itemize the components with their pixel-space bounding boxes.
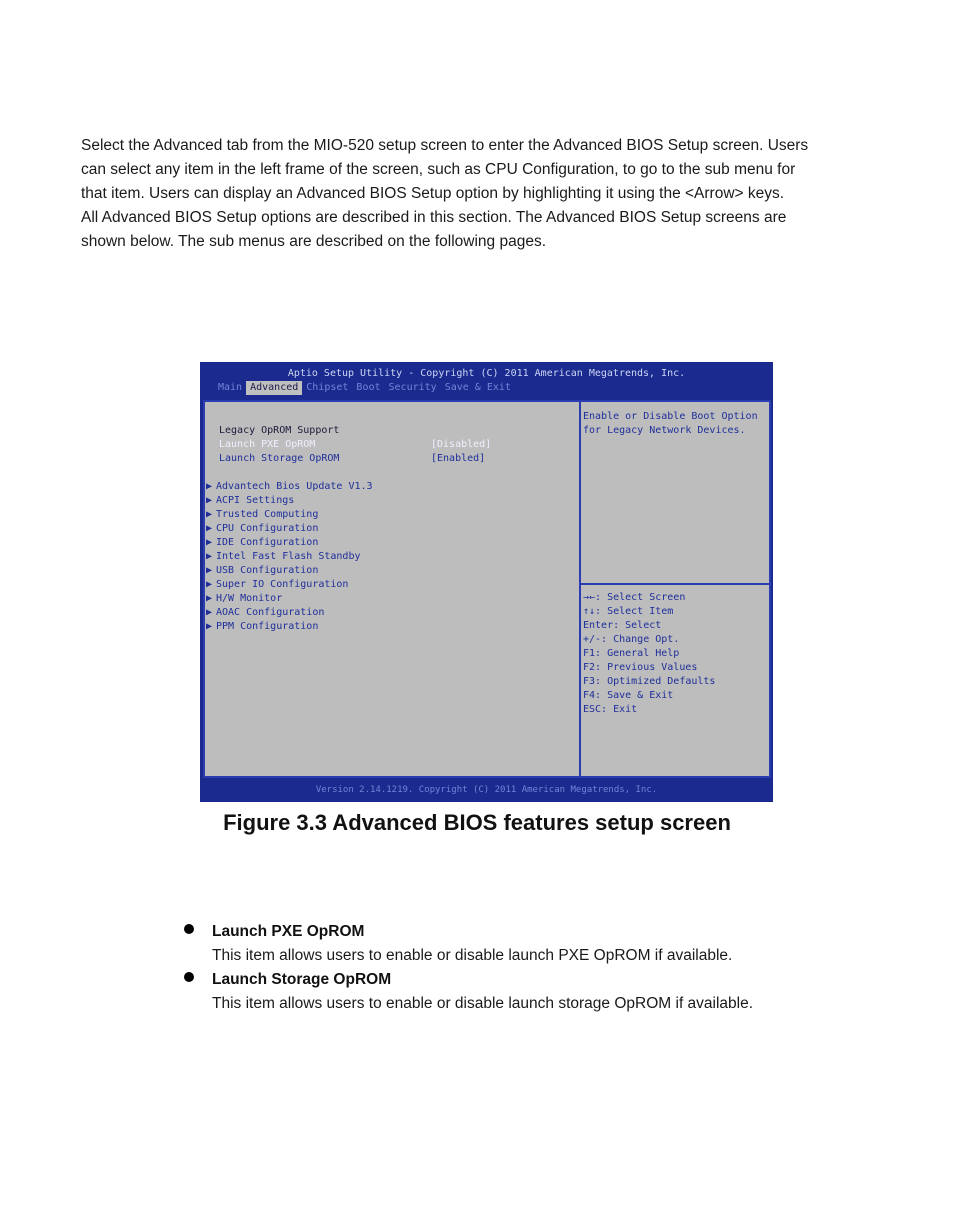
bios-submenu-item <box>206 550 361 563</box>
bios-submenu-label: Super IO Configuration <box>216 579 349 590</box>
bios-body <box>203 400 771 778</box>
item-title: Launch Storage OpROM <box>212 971 392 988</box>
bios-submenu-item <box>206 494 294 507</box>
intro-line: All Advanced BIOS Setup options are described in this section. The Advanced BIOS Setup screens are <box>81 209 787 226</box>
triangle-right-icon: ▶ <box>206 565 213 576</box>
bullet-icon <box>184 924 194 934</box>
triangle-right-icon: ▶ <box>206 495 213 506</box>
bios-submenu-item <box>206 480 373 493</box>
bios-key-hint: F2: Previous Values <box>583 662 698 673</box>
option-list <box>184 920 904 1016</box>
item-description: This item allows users to enable or disable launch PXE OpROM if available. <box>212 947 733 964</box>
triangle-right-icon: ▶ <box>206 509 213 520</box>
triangle-right-icon: ▶ <box>206 537 213 548</box>
bios-key-hint: F3: Optimized Defaults <box>583 676 716 687</box>
bios-tab-security: Security <box>388 382 437 393</box>
list-item <box>184 968 904 1016</box>
bios-option-value: [Disabled] <box>431 439 492 450</box>
bios-key-hint: ↑↓: Select Item <box>583 606 674 617</box>
item-description: This item allows users to enable or disable launch storage OpROM if available. <box>212 995 754 1012</box>
bios-submenu-label: Trusted Computing <box>216 509 319 520</box>
intro-paragraph <box>81 134 893 254</box>
bios-key-hint: F4: Save & Exit <box>583 690 674 701</box>
bios-key-hint: +/-: Change Opt. <box>583 634 680 645</box>
bios-submenu-label: Advantech Bios Update V1.3 <box>216 481 373 492</box>
bios-tab-advanced: Advanced <box>246 381 302 395</box>
intro-line: shown below. The sub menus are described on the following pages. <box>81 233 547 250</box>
bios-submenu-label: ACPI Settings <box>216 495 295 506</box>
bios-key-hint: F1: General Help <box>583 648 680 659</box>
bios-help-pane <box>581 402 769 776</box>
bios-option-label: Launch PXE OpROM <box>219 439 316 450</box>
bios-tab-bar <box>214 381 515 395</box>
bios-submenu-label: H/W Monitor <box>216 593 283 604</box>
intro-line: Select the Advanced tab from the MIO-520 setup screen to enter the Advanced BIOS Setup screen. Users <box>81 137 809 154</box>
bios-submenu-item <box>206 564 318 577</box>
bios-tab-chipset: Chipset <box>306 382 349 393</box>
figure-caption: Figure 3.3 Advanced BIOS features setup screen <box>223 810 731 835</box>
intro-line: that item. Users can display an Advanced BIOS Setup option by highlighting it using the <Arrow> keys. <box>81 185 785 202</box>
bios-submenu-label: USB Configuration <box>216 565 319 576</box>
bios-submenu-item <box>206 606 324 619</box>
intro-line: can select any item in the left frame of the screen, such as CPU Configuration, to go to the sub menu for <box>81 161 796 178</box>
bios-tab-boot: Boot <box>356 382 381 393</box>
triangle-right-icon: ▶ <box>206 551 213 562</box>
triangle-right-icon: ▶ <box>206 593 213 604</box>
bios-submenu-label: IDE Configuration <box>216 537 319 548</box>
bios-option-value: [Enabled] <box>431 453 486 464</box>
bios-left-pane <box>205 402 581 776</box>
bios-help-text: Enable or Disable Boot Option <box>583 411 758 422</box>
bios-footer: Version 2.14.1219. Copyright (C) 2011 American Megatrends, Inc. <box>315 785 658 795</box>
bios-submenu-label: Intel Fast Flash Standby <box>216 551 361 562</box>
bios-submenu-label: PPM Configuration <box>216 621 319 632</box>
bios-key-hint: Enter: Select <box>583 620 662 631</box>
list-item <box>184 920 904 968</box>
bios-submenu-item <box>206 536 318 549</box>
item-title: Launch PXE OpROM <box>212 923 365 940</box>
bios-tab-save-exit: Save & Exit <box>444 382 511 393</box>
triangle-right-icon: ▶ <box>206 481 213 492</box>
bios-submenu-item <box>206 592 282 605</box>
bios-title: Aptio Setup Utility - Copyright (C) 2011 American Megatrends, Inc. <box>287 368 686 379</box>
triangle-right-icon: ▶ <box>206 579 213 590</box>
bios-submenu-item <box>206 522 318 535</box>
bios-help-text: for Legacy Network Devices. <box>583 425 746 436</box>
bios-option-label: Launch Storage OpROM <box>219 453 340 464</box>
bios-key-hint: ESC: Exit <box>583 704 638 715</box>
bios-submenu-item <box>206 578 348 591</box>
bios-submenu-item <box>206 508 318 521</box>
bios-submenu-label: CPU Configuration <box>216 523 319 534</box>
bios-key-hint: →←: Select Screen <box>583 592 686 603</box>
bios-submenu-label: AOAC Configuration <box>216 607 325 618</box>
bios-divider <box>581 583 769 585</box>
bios-tab-main: Main <box>218 382 243 393</box>
triangle-right-icon: ▶ <box>206 607 213 618</box>
triangle-right-icon: ▶ <box>206 523 213 534</box>
bullet-icon <box>184 972 194 982</box>
bios-submenu-item <box>206 620 318 633</box>
bios-screenshot <box>200 362 773 802</box>
bios-heading: Legacy OpROM Support <box>219 425 340 436</box>
triangle-right-icon: ▶ <box>206 621 213 632</box>
